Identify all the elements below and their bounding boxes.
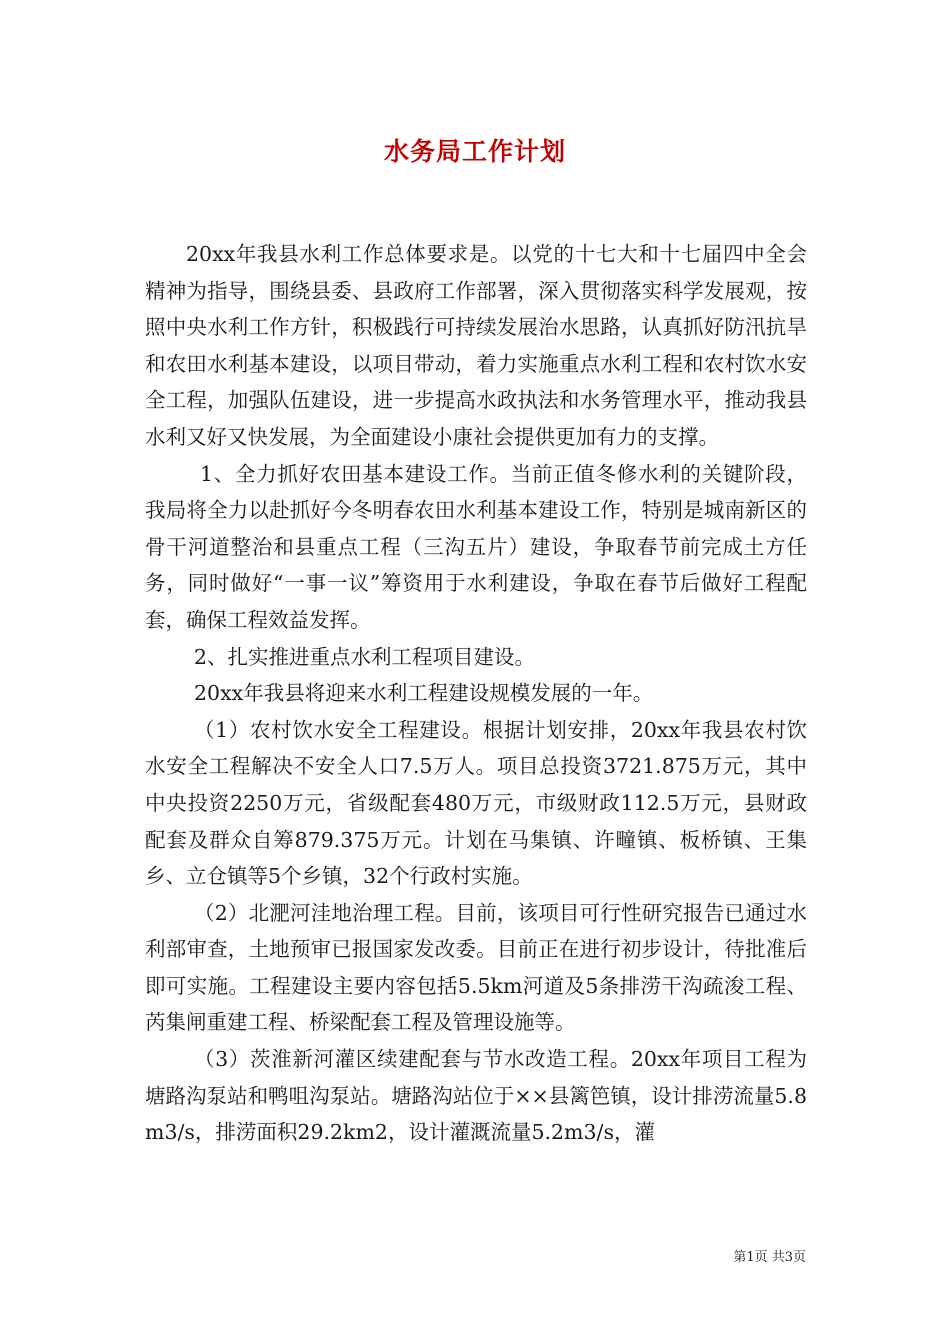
document-body [145, 236, 807, 1151]
paragraph-intro: 20xx年我县水利工作总体要求是。以党的十七大和十七届四中全会精神为指导，围绕县委、县政府工作部署，深入贯彻落实科学发展观，按照中央水利工作方针，积极践行可持续发展治水思路，认真抓好防汛抗旱和农田水利基本建设，以项目带动，着力实施重点水利工程和农村饮水安全工程，加强队伍建设，进一步提高水政执法和水务管理水平，推动我县水利又好又快发展，为全面建设小康社会提供更加有力的支撑。 [145, 242, 807, 449]
paragraph-item-1: 1、全力抓好农田基本建设工作。当前正值冬修水利的关键阶段，我局将全力以赴抓好今冬明春农田水利基本建设工作，特别是城南新区的骨干河道整治和县重点工程（三沟五片）建设，争取春节前完成土方任务，同时做好“一事一议”筹资用于水利建设，争取在春节后做好工程配套，确保工程效益发挥。 [145, 461, 807, 632]
document-title: 水务局工作计划 [383, 137, 566, 166]
paragraph-item-2-1: （1）农村饮水安全工程建设。根据计划安排，20xx年我县农村饮水安全工程解决不安全人口7.5万人。项目总投资3721.875万元，其中中央投资2250万元，省级配套480万元，市级财政112.5万元，县财政配套及群众自筹879.375万元。计划在马集镇、许疃镇、板桥镇、王集乡、立仓镇等5个乡镇，32个行政村实施。 [145, 717, 807, 889]
paragraph-item-2-intro: 20xx年我县将迎来水利工程建设规模发展的一年。 [194, 681, 654, 706]
paragraph-item-2-2: （2）北淝河洼地治理工程。目前，该项目可行性研究报告已通过水利部审查，土地预审已报国家发改委。目前正在进行初步设计，待批准后即可实施。工程建设主要内容包括5.5km河道及5条排涝干沟疏浚工程、芮集闸重建工程、桥梁配套工程及管理设施等。 [145, 900, 807, 1035]
paragraph-item-2-3: （3）茨淮新河灌区续建配套与节水改造工程。20xx年项目工程为塘路沟泵站和鸭咀沟泵站。塘路沟站位于××县篱笆镇，设计排涝流量5.8m3/s，排涝面积29.2km2，设计灌溉流量5.2m3/s，灌 [145, 1047, 807, 1145]
paragraph-item-2: 2、扎实推进重点水利工程项目建设。 [194, 644, 536, 669]
page-number-footer: 第1页 共3页 [733, 1250, 806, 1265]
